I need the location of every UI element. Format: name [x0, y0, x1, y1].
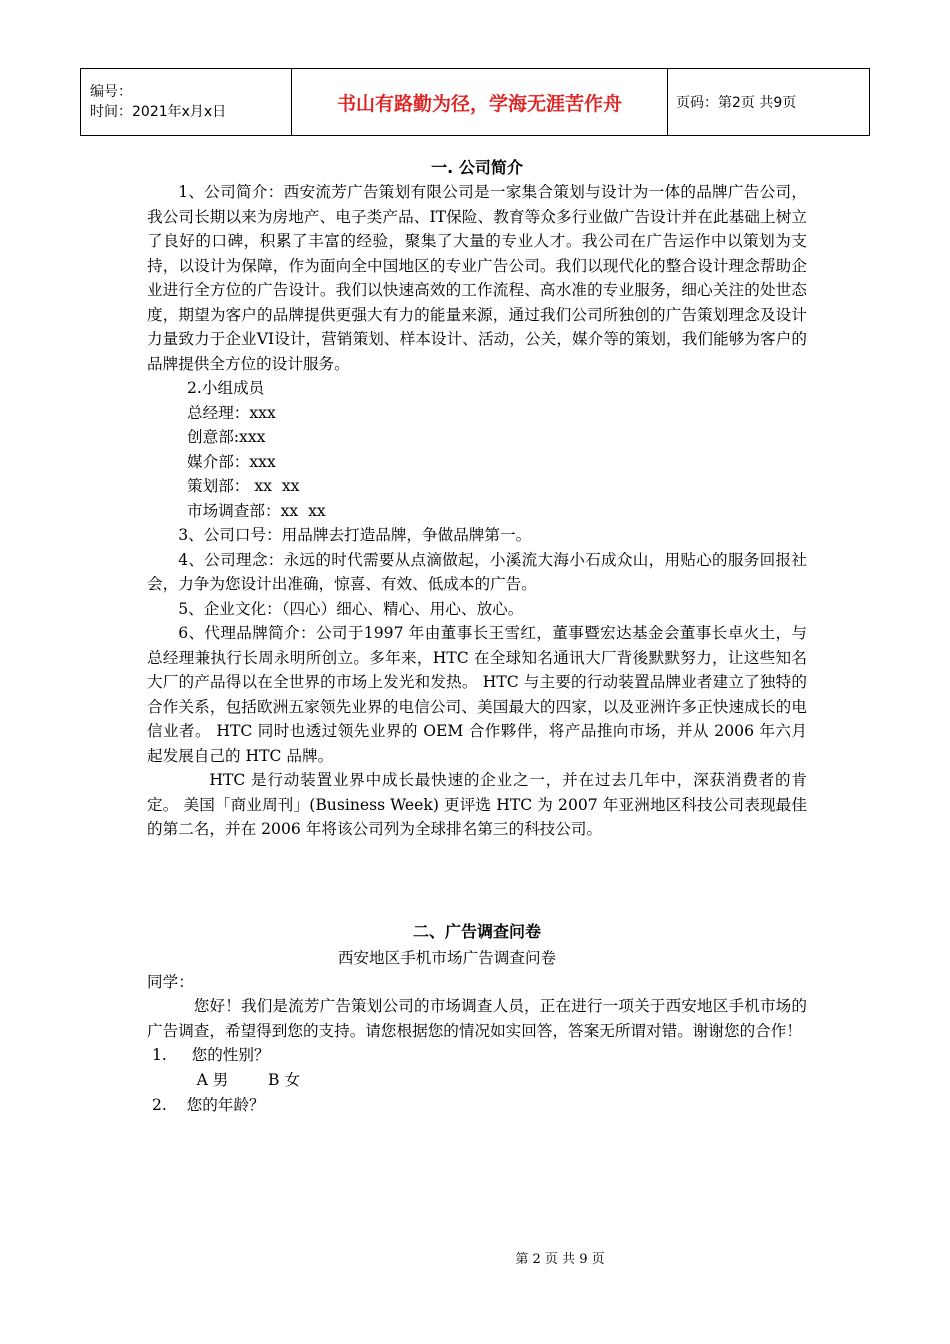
header-motto: 书山有路勤为径，学海无涯苦作舟: [292, 69, 668, 136]
question-gender: 1. 您的性别？: [147, 1046, 270, 1064]
section-title-survey: 二、广告调查问卷: [412, 921, 541, 941]
question-gender-options: A 男 B 女: [147, 1071, 301, 1089]
company-intro: 1、公司简介：西安流芳广告策划有限公司是一家集合策划与设计为一体的品牌广告公司，我公司长期以来为房地产、电子类产品、IT保险、教育等众多行业做广告设计并在此基础上树立了良好的口碑，积累了丰富的经验，聚集了大量的专业人才。我公司在广告运作中以策划为支持，以设计为保障，作为面向全中国地区的专业广告公司。我们以现代化的整合设计理念帮助企业进行全方位的广告设计。我们以快速高效的工作流程、高水准的专业服务，细心关注的处世态度，期望为客户的品牌提供更强大有力的能量来源，通过我们公司所独创的广告策划理念及设计力量致力于企业VI设计，营销策划、样本设计、活动，公关，媒介等的策划，我们能够为客户的品牌提供全方位的设计服务。: [147, 183, 807, 373]
members-title: 2.小组成员: [187, 379, 265, 397]
document-date: 时间：2021年x月x日: [90, 104, 227, 120]
section-title-company: 一. 公司简介: [431, 158, 523, 177]
member-item: 媒介部：xxx: [187, 452, 276, 471]
member-item: 创意部:xxx: [187, 428, 266, 446]
header-meta-cell: [81, 69, 292, 136]
brand-intro-2: HTC 是行动装置业界中成长最快速的企业之一，并在过去几年中，深获消费者的肯定。 美国「商业周刊」(Business Week) 更评选 HTC 为 2007 年亚洲地区科技公司表现最佳的第二名，并在 2006 年将该公司列为全球排名第三的科技公司。: [147, 771, 807, 838]
question-age: 2. 您的年龄？: [147, 1096, 265, 1114]
header-table: [80, 68, 870, 136]
page-footer: 第 2 页 共 9 页: [515, 1252, 605, 1267]
brand-intro: 6、代理品牌简介：公司于1997 年由董事长王雪红，董事暨宏达基金会董事长卓火土，与总经理兼执行长周永明所创立。多年来，HTC 在全球知名通讯大厂背後默默努力，让这些知名大厂的产品得以在全世界的市场上发光和发热。 HTC 与主要的行动装置品牌业者建立了独特的合作关系，包括欧洲五家领先业界的电信公司、美国最大的四家，以及亚洲许多正快速成长的电信业者。 HTC 同时也透过领先业界的 OEM 合作夥伴，将产品推向市场，并从 2006 年六月起发展自己的 HTC 品牌。: [147, 624, 807, 765]
company-philosophy: 4、公司理念：永远的时代需要从点滴做起，小溪流大海小石成众山，用贴心的服务回报社会，力争为您设计出准确，惊喜、有效、低成本的广告。: [147, 550, 807, 593]
document-body: [147, 156, 807, 1118]
document-number: 编号：: [90, 84, 132, 100]
survey-intro: 您好！我们是流芳广告策划公司的市场调查人员，正在进行一项关于西安地区手机市场的广告调查，希望得到您的支持。请您根据您的情况如实回答，答案无所谓对错。谢谢您的合作！: [147, 997, 807, 1040]
survey-title: 西安地区手机市场广告调查问卷: [337, 948, 557, 967]
company-slogan: 3、公司口号：用品牌去打造品牌，争做品牌第一。: [178, 526, 532, 544]
member-item: 市场调查部：xx xx: [187, 501, 326, 520]
survey-greeting: 同学：: [147, 972, 194, 991]
company-culture: 5、企业文化：（四心）细心、精心、用心、放心。: [178, 599, 524, 618]
member-item: 总经理：xxx: [187, 403, 276, 422]
member-item: 策划部： xx xx: [187, 477, 300, 495]
header-page-info: 页码：第2页 共9页: [668, 69, 870, 136]
